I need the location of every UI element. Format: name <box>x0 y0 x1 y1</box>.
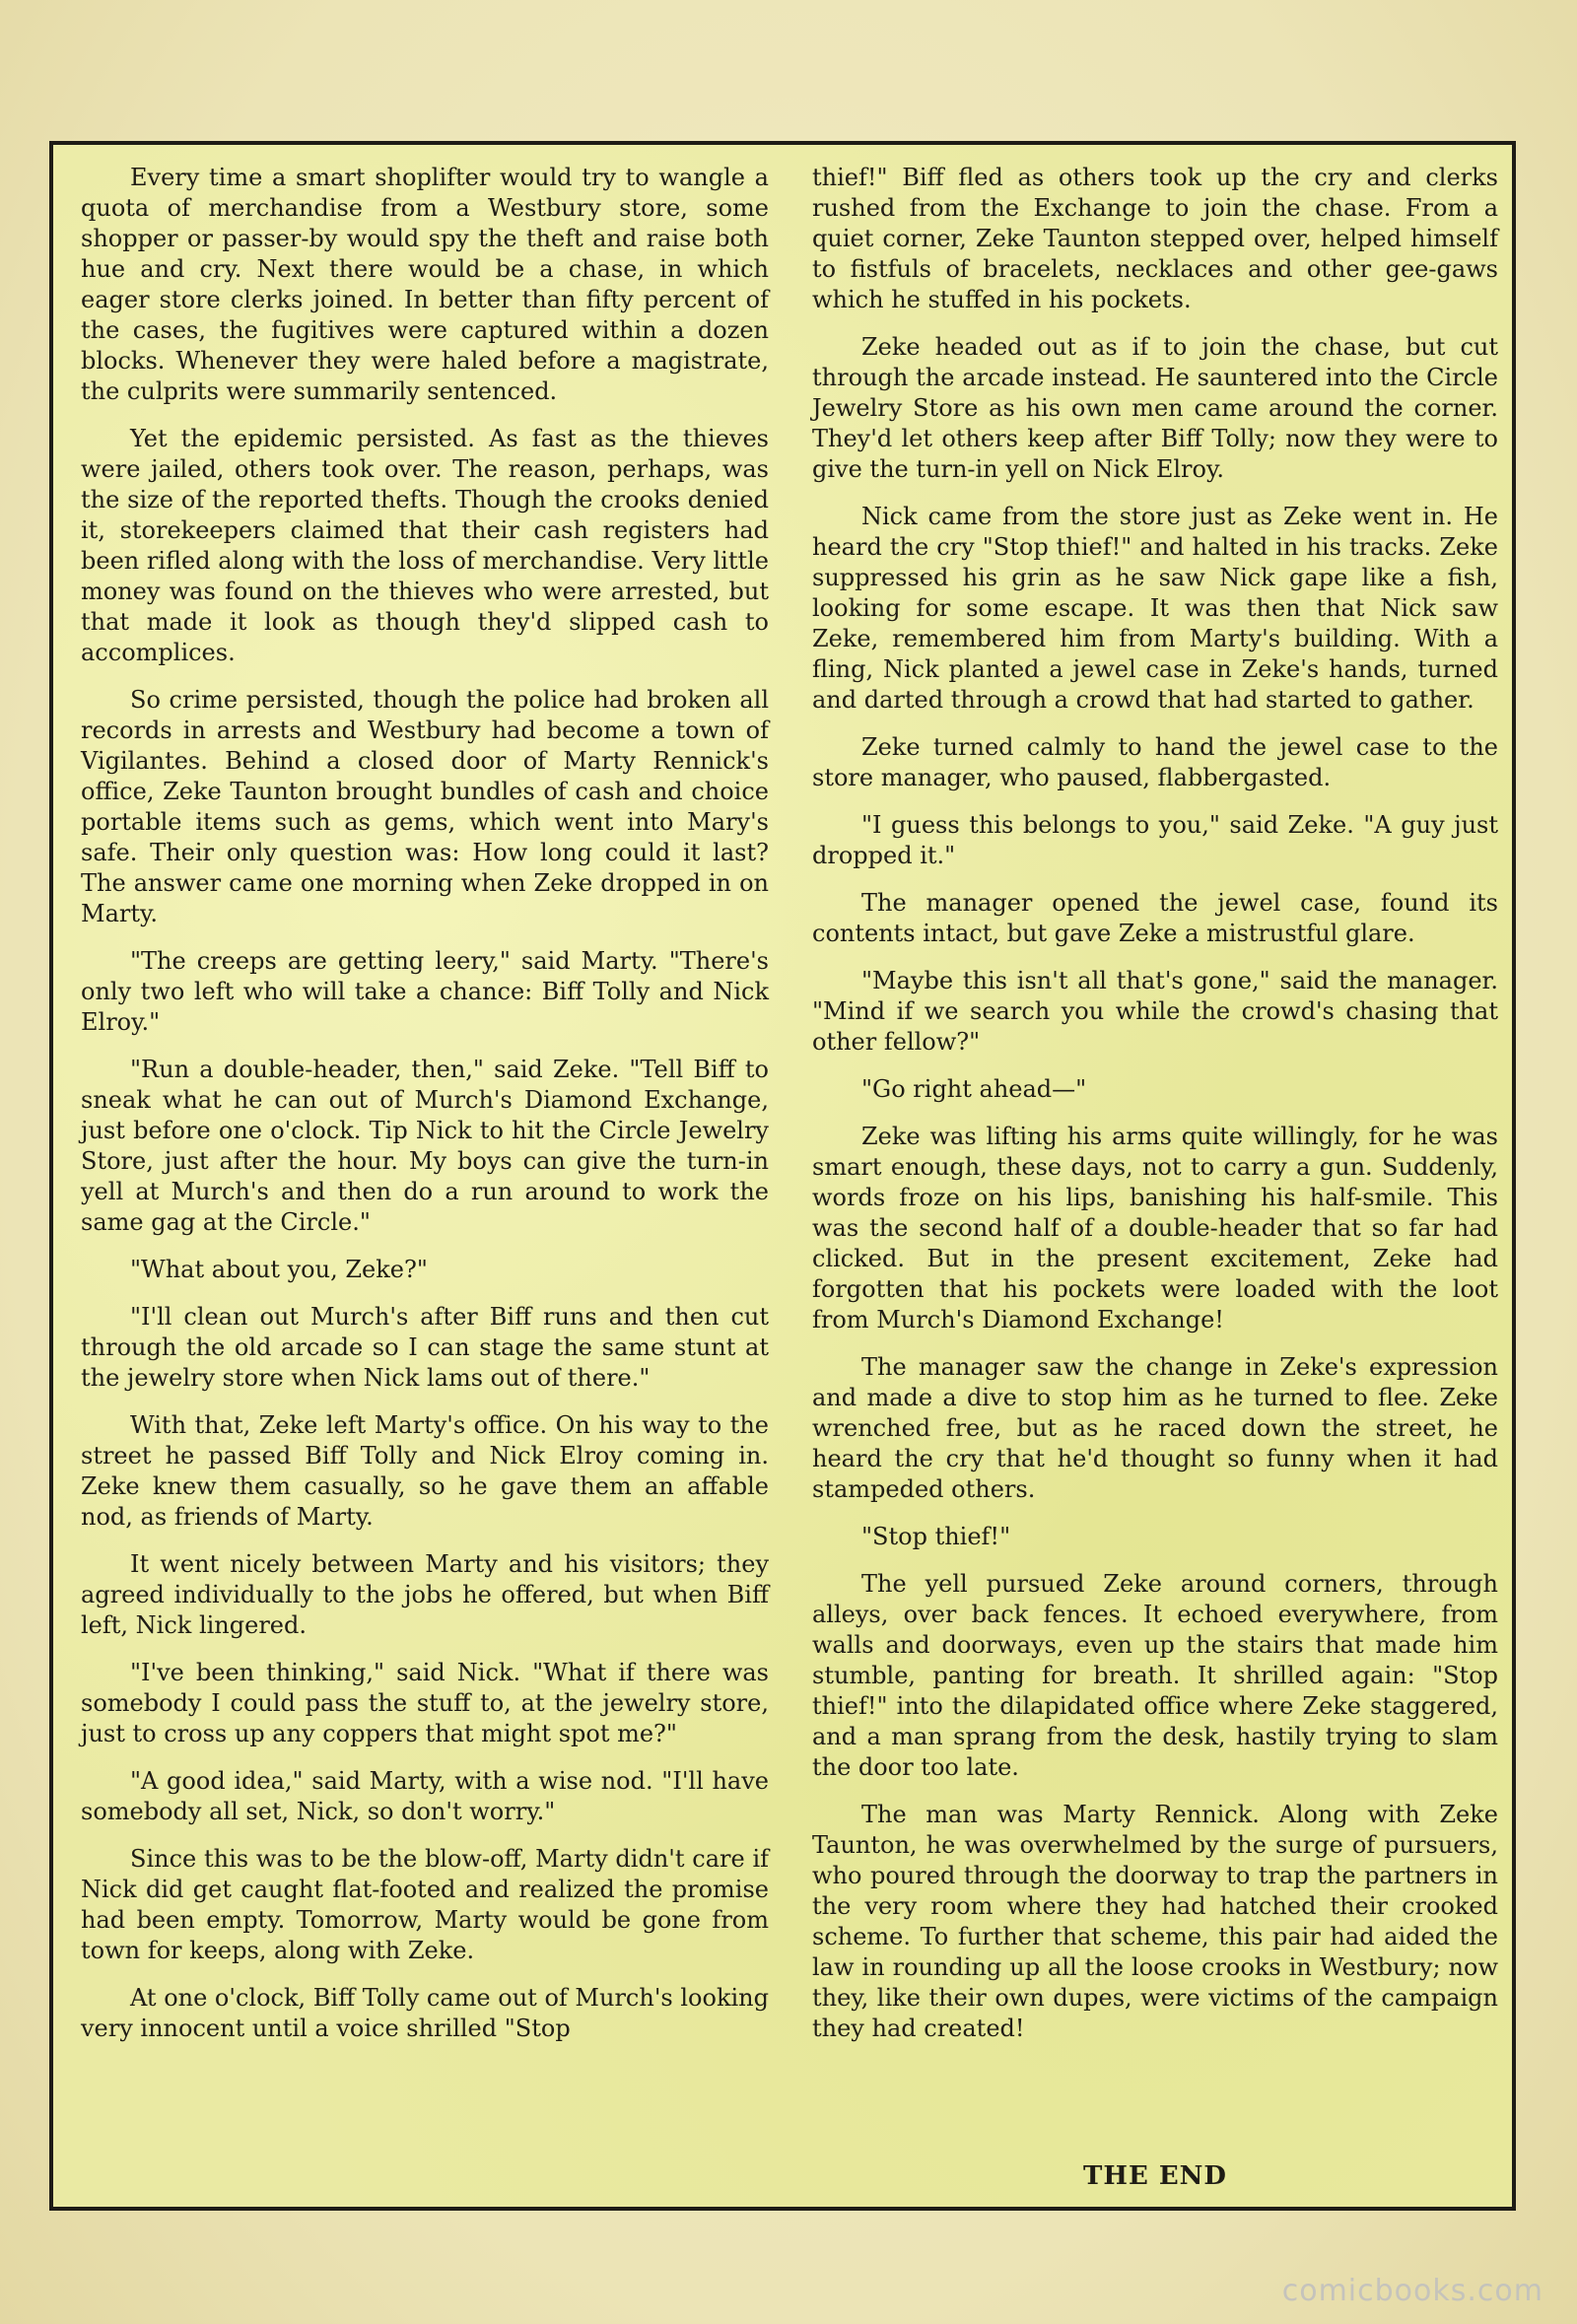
paragraph: "I guess this belongs to you," said Zeke. "A guy just dropped it." <box>812 811 1498 869</box>
paragraph: At one o'clock, Biff Tolly came out of Murch's looking very innocent until a voice shrilled "Stop <box>81 1984 769 2042</box>
paragraph: "Stop thief!" <box>861 1523 1011 1550</box>
paragraph: "Run a double-header, then," said Zeke. "Tell Biff to sneak what he can out of Murch's Diamond Exchange, just before one o'clock. Tip Nick to hit the Circle Jewelry Store, just after the hour. My boys can give the turn-in yell at Murch's and then do a run around to work the same gag at the Circle." <box>81 1056 769 1236</box>
site-watermark: comicbooks.com <box>1281 2274 1543 2308</box>
paragraph: "Go right ahead—" <box>861 1075 1087 1103</box>
paragraph: The man was Marty Rennick. Along with Zeke Taunton, he was overwhelmed by the surge of pursuers, who poured through the doorway to trap the partners in the very room where they had hatched their crooked scheme. To further that scheme, this pair had aided the law in rounding up all the loose crooks in Westbury; now they, like their own dupes, were victims of the campaign they had created! <box>812 1801 1498 2042</box>
paragraph: The manager saw the change in Zeke's expression and made a dive to stop him as he turned to flee. Zeke wrenched free, but as he raced down the street, he heard the cry that he'd thought so funny when it had stampeded others. <box>812 1353 1498 1503</box>
paragraph: Yet the epidemic persisted. As fast as the thieves were jailed, others took over. The reason, perhaps, was the size of the reported thefts. Though the crooks denied it, storekeepers claimed that their cash registers had been rifled along with the loss of merchandise. Very little money was found on the thieves who were arrested, but that made it look as though they'd slipped cash to accomplices. <box>81 425 769 666</box>
paragraph: So crime persisted, though the police had broken all records in arrests and Westbury had become a town of Vigilantes. Behind a closed door of Marty Rennick's office, Zeke Taunton brought bundles of cash and choice portable items such as gems, which went into Mary's safe. Their only question was: How long could it last? The answer came one morning when Zeke dropped in on Marty. <box>81 686 769 927</box>
paragraph-continuation: thief!" Biff fled as others took up the cry and clerks rushed from the Exchange to join the chase. From a quiet corner, Zeke Taunton stepped over, helped himself to fistfuls of bracelets, necklaces and other gee-gaws which he stuffed in his pockets. <box>812 164 1498 313</box>
paragraph: Every time a smart shoplifter would try to wangle a quota of merchandise from a Westbury store, some shopper or passer-by would spy the theft and raise both hue and cry. Next there would be a chase, in which eager store clerks joined. In better than fifty percent of the cases, the fugitives were captured within a dozen blocks. Whenever they were haled before a magistrate, the culprits were summarily sentenced. <box>81 164 769 405</box>
paragraph: "Maybe this isn't all that's gone," said the manager. "Mind if we search you while the crowd's chasing that other fellow?" <box>812 967 1498 1056</box>
paragraph: Nick came from the store just as Zeke went in. He heard the cry "Stop thief!" and halted in his tracks. Zeke suppressed his grin as he saw Nick gape like a fish, looking for some escape. It was then that Nick saw Zeke, remembered him from Marty's building. With a fling, Nick planted a jewel case in Zeke's hands, turned and darted through a crowd that had started to gather. <box>812 503 1498 714</box>
the-end-label: THE END <box>1083 2161 1227 2191</box>
paragraph: "The creeps are getting leery," said Marty. "There's only two left who will take a chance: Biff Tolly and Nick Elroy." <box>81 947 769 1036</box>
paragraph: It went nicely between Marty and his visitors; they agreed individually to the jobs he offered, but when Biff left, Nick lingered. <box>81 1550 769 1639</box>
paragraph: With that, Zeke left Marty's office. On his way to the street he passed Biff Tolly and Nick Elroy coming in. Zeke knew them casually, so he gave them an affable nod, as friends of Marty. <box>81 1411 769 1531</box>
paragraph: The manager opened the jewel case, found its contents intact, but gave Zeke a mistrustful glare. <box>812 889 1498 947</box>
story-text-panel <box>49 141 1516 2211</box>
paragraph: "A good idea," said Marty, with a wise nod. "I'll have somebody all set, Nick, so don't worry." <box>81 1767 769 1825</box>
text-column-left <box>81 163 769 2195</box>
paragraph: "I'll clean out Murch's after Biff runs and then cut through the old arcade so I can stage the same stunt at the jewelry store when Nick lams out of there." <box>81 1303 769 1392</box>
paragraph: Since this was to be the blow-off, Marty didn't care if Nick did get caught flat-footed and realized the promise had been empty. Tomorrow, Marty would be gone from town for keeps, along with Zeke. <box>81 1845 769 1964</box>
paragraph: Zeke was lifting his arms quite willingly, for he was smart enough, these days, not to carry a gun. Suddenly, words froze on his lips, banishing his half-smile. This was the second half of a double-header that so far had clicked. But in the present excitement, Zeke had forgotten that his pockets were loaded with the loot from Murch's Diamond Exchange! <box>812 1123 1498 1333</box>
paragraph: The yell pursued Zeke around corners, through alleys, over back fences. It echoed everywhere, from walls and doorways, even up the stairs that made him stumble, panting for breath. It shrilled again: "Stop thief!" into the dilapidated office where Zeke staggered, and a man sprang from the desk, hastily trying to slam the door too late. <box>812 1570 1498 1781</box>
paragraph: Zeke headed out as if to join the chase, but cut through the arcade instead. He sauntered into the Circle Jewelry Store as his own men came around the corner. They'd let others keep after Biff Tolly; now they were to give the turn-in yell on Nick Elroy. <box>812 333 1498 483</box>
text-column-right <box>812 163 1498 2195</box>
paragraph: "I've been thinking," said Nick. "What if there was somebody I could pass the stuff to, at the jewelry store, just to cross up any coppers that might spot me?" <box>81 1659 769 1747</box>
paragraph: Zeke turned calmly to hand the jewel case to the store manager, who paused, flabbergasted. <box>812 733 1498 791</box>
paragraph: "What about you, Zeke?" <box>130 1256 428 1283</box>
